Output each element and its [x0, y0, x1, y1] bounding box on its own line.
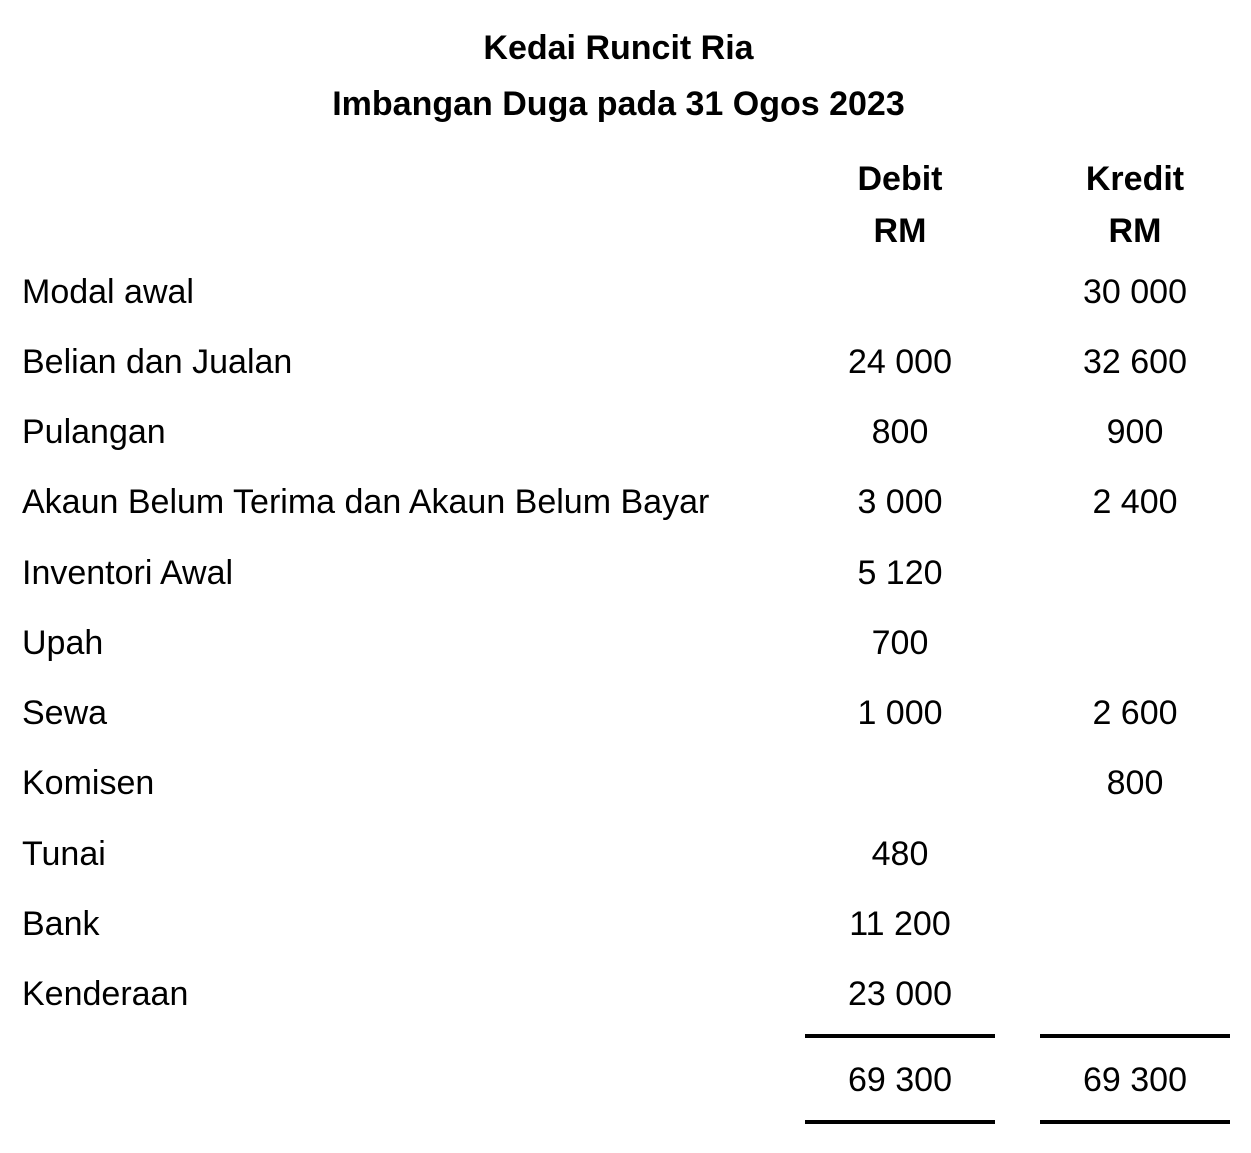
ledger-row: [0, 553, 1251, 593]
row-debit: 24 000: [848, 343, 952, 381]
row-label: Sewa: [22, 694, 108, 732]
row-debit: 5 120: [857, 554, 943, 592]
row-debit: 480: [871, 835, 929, 873]
row-label: Komisen: [22, 764, 155, 802]
ledger-row: [0, 974, 1251, 1014]
row-debit: 3 000: [857, 483, 943, 521]
kredit-subtotal-rule: [1040, 1034, 1230, 1038]
debit-column-unit: RM: [873, 212, 927, 250]
row-label: Pulangan: [22, 413, 166, 451]
ledger-row: [0, 693, 1251, 733]
statement-title: Imbangan Duga pada 31 Ogos 2023: [332, 85, 905, 123]
row-kredit: 2 400: [1092, 483, 1178, 521]
ledger-row: [0, 482, 1251, 522]
row-label: Bank: [22, 905, 100, 943]
row-debit: 11 200: [849, 905, 951, 943]
debit-column-heading: Debit: [857, 160, 943, 198]
row-kredit: 2 600: [1092, 694, 1178, 732]
row-kredit: 800: [1106, 764, 1164, 802]
ledger-row: [0, 623, 1251, 663]
row-kredit: 30 000: [1083, 273, 1187, 311]
row-debit: 700: [871, 624, 929, 662]
ledger-row: [0, 342, 1251, 382]
kredit-total-rule: [1040, 1120, 1230, 1124]
row-debit: 1 000: [857, 694, 943, 732]
row-debit: 800: [871, 413, 929, 451]
kredit-column-heading: Kredit: [1085, 160, 1185, 198]
ledger-row: [0, 834, 1251, 874]
row-label: Upah: [22, 624, 104, 662]
ledger-row: [0, 763, 1251, 803]
row-kredit: 32 600: [1083, 343, 1187, 381]
row-label: Tunai: [22, 835, 106, 873]
debit-total: 69 300: [848, 1061, 952, 1099]
ledger-row: [0, 412, 1251, 452]
row-label: Akaun Belum Terima dan Akaun Belum Bayar: [22, 483, 710, 521]
row-label: Belian dan Jualan: [22, 343, 293, 381]
row-kredit: 900: [1106, 413, 1164, 451]
kredit-column-unit: RM: [1108, 212, 1162, 250]
debit-subtotal-rule: [805, 1034, 995, 1038]
business-name: Kedai Runcit Ria: [483, 29, 754, 67]
kredit-total: 69 300: [1083, 1061, 1187, 1099]
ledger-row: [0, 272, 1251, 312]
row-label: Kenderaan: [22, 975, 189, 1013]
debit-total-rule: [805, 1120, 995, 1124]
row-debit: 23 000: [848, 975, 952, 1013]
ledger-row: [0, 904, 1251, 944]
row-label: Modal awal: [22, 273, 194, 311]
row-label: Inventori Awal: [22, 554, 234, 592]
